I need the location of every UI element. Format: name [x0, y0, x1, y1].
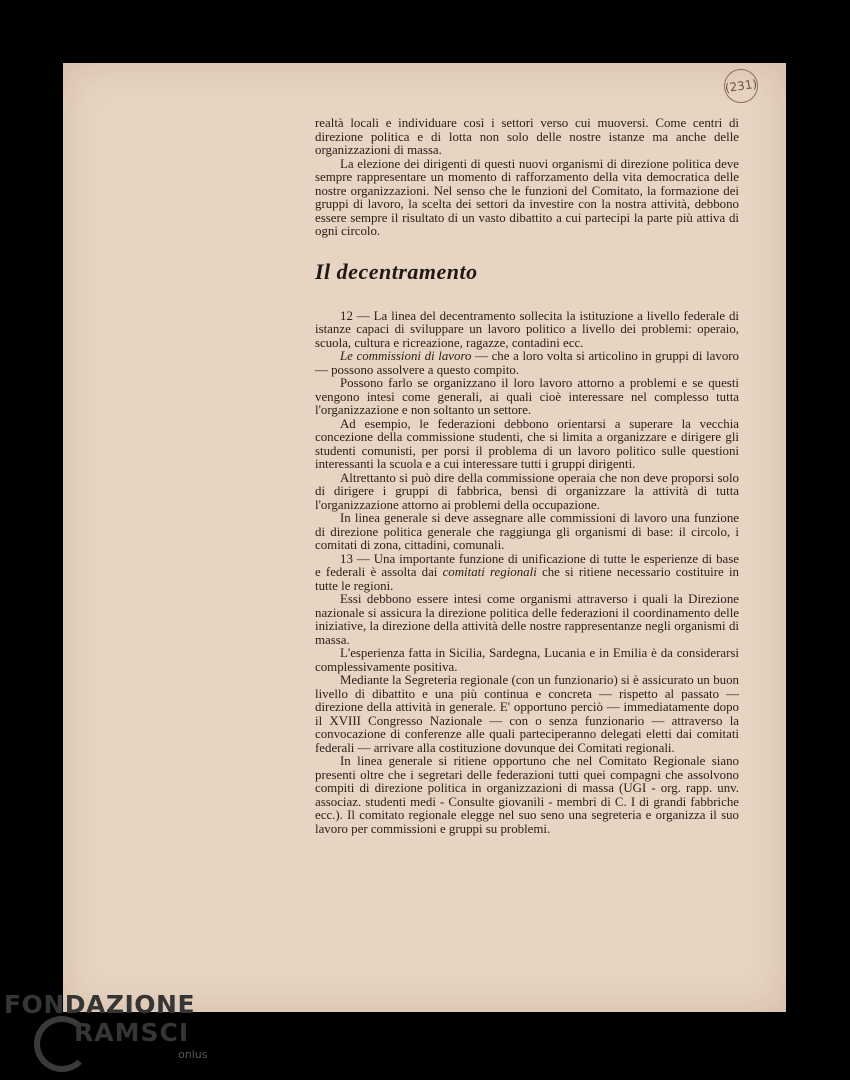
paragraph-esperienza: L'esperienza fatta in Sicilia, Sardegna, Lucania e in Emilia è da considerarsi complessivamente positiva.: [315, 646, 739, 674]
intro-paragraph-2: La elezione dei dirigenti di questi nuovi organismi di direzione politica deve sempre rappresentare un momento di rafforzamento della vita democratica delle nostre organizzazioni. Nel senso che le funzioni del Comitato, la formazione dei gruppi di lavoro, la scelta dei settori da investire con la nostra attività, debbono essere sempre il risultato di un vasto dibattito a cui partecipi la parte più attiva di ogni circolo.: [315, 156, 739, 238]
paragraph-commissioni-text: — che a loro volta si articolino in gruppi di lavoro — possono assolvere a questo compito.: [315, 349, 740, 377]
paragraph-segreteria: Mediante la Segreteria regionale (con un funzionario) si è assicurato un buon livello di dibattito e una più continua e concreta — rispetto al passato — direzione della attività in generale. E' opportuno perciò — immediatamente dopo il XVIII Congresso Nazionale — con o senza funzionario — attraverso la convocazione di conferenze alle quali parteciperanno delegati eletti dai comitati federali — arrivare alla costituzione dovunque dei Comitati regionali.: [315, 673, 739, 755]
paragraph-operaia: Altrettanto si può dire della commissione operaia che non deve proporsi solo di dirigere i gruppi di fabbrica, bensì di organizzare la attività di tutta l'organizzazione attorno ai problemi della occupazione.: [315, 470, 739, 512]
logo-line-1: FONDAZIONE: [4, 990, 196, 1019]
section-heading: Il decentramento: [315, 258, 478, 284]
document-page: [63, 63, 786, 1012]
intro-paragraph-1: realtà locali e individuare così i settori verso cui muoversi. Come centri di direzione politica e di lotta non solo delle nostre istanze ma anche delle organizzazioni di massa.: [315, 116, 739, 157]
logo-line-2: RAMSCI: [74, 1018, 190, 1047]
paragraph-12: 12 — La linea del decentramento sollecita la istituzione a livello federale di istanze capaci di sviluppare un lavoro politico a livello dei problemi: operaio, scuola, cultura e ricreazione, ragazze, contadini ecc.: [315, 308, 739, 350]
fondazione-gramsci-logo: [4, 990, 214, 1075]
logo-line-3: onlus: [178, 1048, 208, 1061]
paragraph-comitato-regionale: In linea generale si ritiene opportuno che nel Comitato Regionale siano presenti oltre che i segretari delle federazioni tutti quei compagni che assolvono compiti di direzione politica in organizzazioni di massa (UGI - org. rapp. unv. associaz. studenti medi - Consulte giovanili - membri di C. I di grandi fabbriche ecc.). Il comitato regionale elegge nel suo seno una segreteria e organizza il suo lavoro per commissioni e gruppi su problemi.: [315, 754, 739, 836]
paragraph-13-text-a: 13 — Una importante funzione di unificazione di tutte le esperienze di base e federali è assolta dai: [315, 551, 739, 579]
paragraph-13: [315, 553, 739, 594]
emphasis-commissioni: Le commissioni di lavoro: [340, 349, 472, 363]
page-number-stamp: (231): [722, 67, 760, 105]
paragraph-13-text-b: che si ritiene necessario costituire in tutte le regioni.: [315, 565, 739, 593]
paragraph-linea-generale: In linea generale si deve assegnare alle commissioni di lavoro una funzione di direzione politica generale che raggiunga gli organismi di base: il circolo, i comitati di zona, cittadini, comunali.: [315, 511, 739, 552]
paragraph-esempio: Ad esempio, le federazioni debbono orientarsi a superare la vecchia concezione della commissione studenti, che si limita a organizzare e dirigere gli studenti comunisti, per porsi il problema di un lavoro politico sulle questioni interessanti la scuola e a cui interessare tutti i gruppi dirigenti.: [315, 416, 739, 471]
paragraph-organismi: Essi debbono essere intesi come organismi attraverso i quali la Direzione nazionale si assicura la direzione politica delle federazioni il coordinamento delle iniziative, la direzione della attività delle nostre rappresentanze negli organismi di massa.: [315, 592, 739, 647]
text-column: [315, 117, 739, 836]
paragraph-possono: Possono farlo se organizzano il loro lavoro attorno a problemi e se questi vengono intesi come generali, ai quali cioè interessare nel complesso tutta l'organizzazione e non soltanto un settore.: [315, 376, 739, 417]
paragraph-commissioni: [315, 350, 739, 377]
emphasis-comitati-regionali: comitati regionali: [442, 565, 537, 579]
